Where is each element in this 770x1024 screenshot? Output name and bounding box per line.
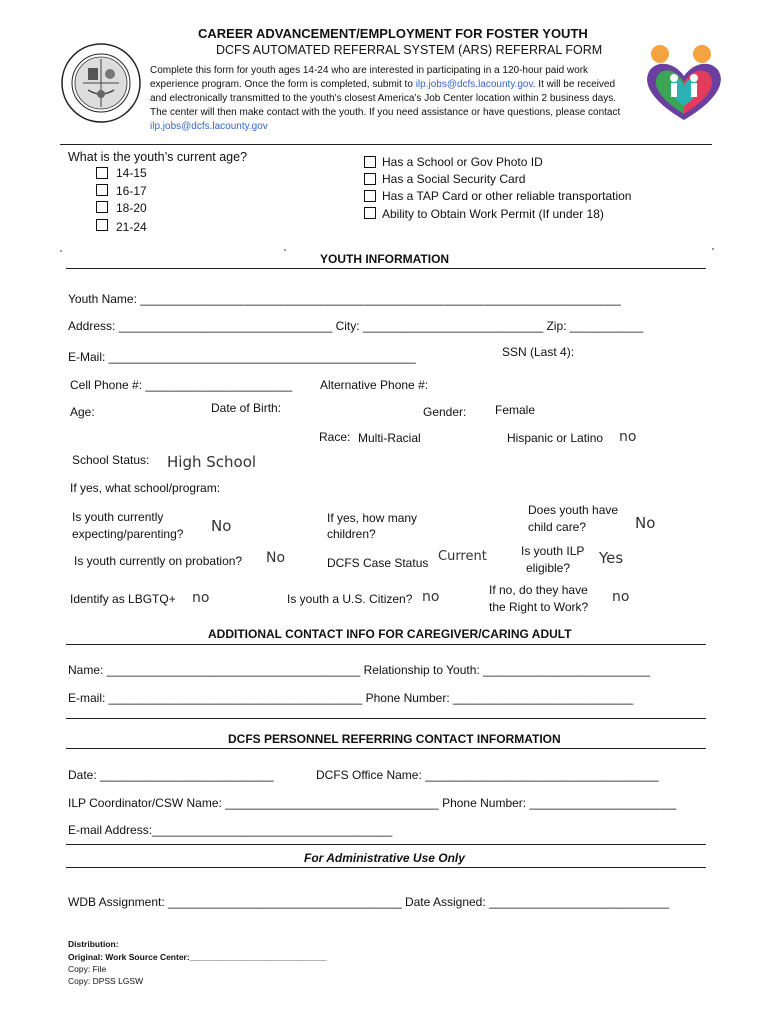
photo-id-checkbox[interactable] — [364, 156, 376, 168]
hispanic-label: Hispanic or Latino — [507, 431, 604, 445]
rtw-value[interactable]: no — [612, 589, 630, 605]
personnel-divider — [66, 748, 706, 749]
age-16-17-checkbox[interactable] — [96, 184, 108, 196]
ilp-label-2: eligible? — [526, 561, 571, 575]
tap-card-checkbox[interactable] — [364, 190, 376, 202]
work-permit-checkbox[interactable] — [364, 207, 376, 219]
dcfs-office-line[interactable]: DCFS Office Name: ___________________________________ — [316, 768, 659, 782]
age-16-17-label: 16-17 — [116, 184, 147, 198]
form-title: CAREER ADVANCEMENT/EMPLOYMENT FOR FOSTER YOUTH — [198, 26, 588, 41]
personnel-date-line[interactable]: Date: __________________________ — [68, 768, 274, 782]
scan-dot — [284, 249, 286, 251]
photo-id-label: Has a School or Gov Photo ID — [382, 155, 543, 169]
hispanic-value[interactable]: no — [619, 429, 637, 445]
school-program-label: If yes, what school/program: — [70, 481, 221, 495]
admin-top-divider — [66, 844, 706, 845]
dcfs-case-value[interactable]: Current — [438, 549, 487, 564]
admin-divider — [66, 867, 706, 868]
personnel-top-divider — [66, 718, 706, 719]
youth-info-divider — [66, 268, 706, 269]
dcfs-case-label: DCFS Case Status — [327, 556, 429, 570]
ss-card-checkbox[interactable] — [364, 173, 376, 185]
citizen-label: Is youth a U.S. Citizen? — [287, 592, 413, 606]
distribution-copy-file: Copy: File — [68, 964, 107, 974]
gender-value[interactable]: Female — [495, 403, 536, 417]
gender-label: Gender: — [423, 405, 467, 419]
probation-value[interactable]: No — [266, 550, 286, 566]
youth-name-field[interactable]: Youth Name: ________________________________________________________________________ — [68, 292, 621, 306]
caregiver-name-line[interactable]: Name: ______________________________________ Relationship to Youth: _________________________ — [68, 663, 650, 677]
probation-label: Is youth currently on probation? — [74, 554, 243, 568]
youth-info-heading: YOUTH INFORMATION — [320, 252, 450, 266]
school-status-label: School Status: — [72, 453, 150, 467]
expecting-label-2: expecting/parenting? — [72, 527, 184, 541]
foster-youth-logo — [640, 42, 728, 124]
admin-heading: For Administrative Use Only — [304, 851, 465, 865]
header-divider — [60, 144, 712, 145]
ilp-coordinator-line[interactable]: ILP Coordinator/CSW Name: ________________________________ Phone Number: ______________________ — [68, 796, 677, 810]
caregiver-heading: ADDITIONAL CONTACT INFO FOR CAREGIVER/CARING ADULT — [208, 627, 572, 641]
intro-paragraph — [150, 64, 630, 134]
age-14-15-label: 14-15 — [116, 166, 147, 180]
distribution-label: Distribution: — [68, 939, 119, 949]
ilp-value[interactable]: Yes — [599, 549, 624, 567]
children-label-1: If yes, how many — [327, 511, 418, 525]
wdb-assignment-line[interactable]: WDB Assignment: ___________________________________ Date Assigned: ___________________________ — [68, 895, 670, 909]
tap-card-label: Has a TAP Card or other reliable transportation — [382, 189, 632, 203]
age-question: What is the youth’s current age? — [68, 150, 248, 164]
address-field[interactable]: Address: ________________________________ City: ___________________________ Zip: ___________ — [68, 319, 644, 333]
age-18-20-checkbox[interactable] — [96, 201, 108, 213]
intro-text-1: Complete this form for youth ages 14-24 who are interested in participating in a 120-hour paid work experience program. Once the form is completed, submit to — [150, 65, 589, 90]
age-21-24-checkbox[interactable] — [96, 219, 108, 231]
dob-label: Date of Birth: — [211, 401, 282, 415]
personnel-heading: DCFS PERSONNEL REFERRING CONTACT INFORMATION — [228, 732, 561, 746]
citizen-value[interactable]: no — [422, 589, 440, 605]
county-seal — [60, 42, 142, 124]
childcare-label-2: child care? — [528, 520, 587, 534]
childcare-value[interactable]: No — [635, 514, 656, 532]
contact-email-link[interactable]: ilp.jobs@dcfs.lacounty.gov — [150, 121, 268, 132]
childcare-label-1: Does youth have — [528, 503, 619, 517]
email-field[interactable]: E-Mail: ______________________________________________ — [68, 350, 416, 364]
school-status-value[interactable]: High School — [167, 453, 257, 471]
lgbtq-value[interactable]: no — [192, 590, 210, 606]
caregiver-divider — [66, 644, 706, 645]
age-label: Age: — [70, 405, 95, 419]
ilp-label-1: Is youth ILP — [521, 544, 585, 558]
scan-dot — [60, 250, 62, 252]
expecting-value[interactable]: No — [211, 517, 232, 535]
scan-dot — [712, 248, 714, 250]
children-label-2: children? — [327, 527, 376, 541]
alt-phone-label: Alternative Phone #: — [320, 378, 429, 392]
personnel-email-line[interactable]: E-mail Address:____________________________________ — [68, 823, 393, 837]
lgbtq-label: Identify as LBGTQ+ — [70, 592, 176, 606]
race-label: Race: — [319, 430, 351, 444]
age-18-20-label: 18-20 — [116, 201, 147, 215]
rtw-label-1: If no, do they have — [489, 583, 588, 597]
work-permit-label: Ability to Obtain Work Permit (If under 18) — [382, 207, 604, 221]
ssn-label: SSN (Last 4): — [502, 345, 575, 359]
distribution-original: Original: Work Source Center:_____________________________ — [68, 952, 327, 962]
caregiver-email-line[interactable]: E-mail: ______________________________________ Phone Number: ___________________________ — [68, 691, 634, 705]
distribution-copy-dpss: Copy: DPSS LGSW — [68, 976, 144, 986]
cell-phone-field[interactable]: Cell Phone #: ______________________ — [70, 378, 293, 392]
age-21-24-label: 21-24 — [116, 220, 147, 234]
race-value[interactable]: Multi-Racial — [358, 431, 421, 445]
intro-email-link[interactable]: ilp.jobs@dcfs.lacounty.gov — [415, 79, 533, 90]
expecting-label-1: Is youth currently — [72, 510, 164, 524]
intro-text-2: . It will be received and electronically transmitted to the youth’s closest America’s Job Center location within 2 business days. The center will then make contact with the youth. If you need assistance or have questions, please contact — [150, 79, 621, 118]
age-14-15-checkbox[interactable] — [96, 167, 108, 179]
rtw-label-2: the Right to Work? — [489, 600, 589, 614]
form-subtitle: DCFS AUTOMATED REFERRAL SYSTEM (ARS) REFERRAL FORM — [216, 43, 603, 57]
ss-card-label: Has a Social Security Card — [382, 172, 526, 186]
